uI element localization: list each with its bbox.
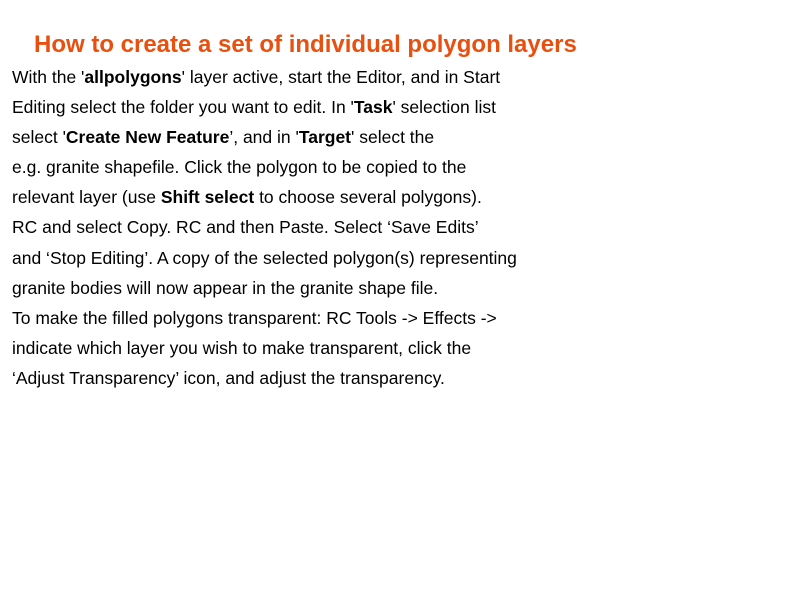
instruction-line-7: and ‘Stop Editing’. A copy of the selected polygon(s) representing	[12, 247, 517, 268]
instructions-body	[12, 62, 712, 393]
layer-name-emphasis: allpolygons	[84, 67, 182, 87]
instruction-line-6: RC and select Copy. RC and then Paste. Select ‘Save Edits’	[12, 217, 479, 238]
instruction-line-4: e.g. granite shapefile. Click the polygon to be copied to the	[12, 157, 467, 178]
instruction-line-10: indicate which layer you wish to make transparent, click the	[12, 337, 472, 358]
create-feature-emphasis: Create New Feature	[65, 127, 230, 148]
instruction-line-8: granite bodies will now appear in the granite shape file.	[12, 277, 439, 298]
slide-title: How to create a set of individual polygon layers	[34, 31, 577, 58]
target-emphasis: Target	[298, 127, 352, 148]
task-emphasis: Task	[353, 97, 393, 118]
instruction-line-1: With the 'allpolygons' layer active, start the Editor, and in Start	[12, 67, 501, 87]
instruction-line-3: select 'Create New Feature’, and in 'Target' select the	[12, 127, 435, 148]
shift-select-emphasis: Shift select	[160, 187, 255, 208]
instruction-line-11: ‘Adjust Transparency’ icon, and adjust the transparency.	[12, 367, 445, 388]
instruction-line-2: Editing select the folder you want to edit. In 'Task' selection list	[12, 97, 496, 118]
instruction-line-5: relevant layer (use Shift select to choose several polygons).	[12, 187, 482, 208]
instruction-line-9: To make the filled polygons transparent: RC Tools -> Effects ->	[12, 307, 497, 328]
